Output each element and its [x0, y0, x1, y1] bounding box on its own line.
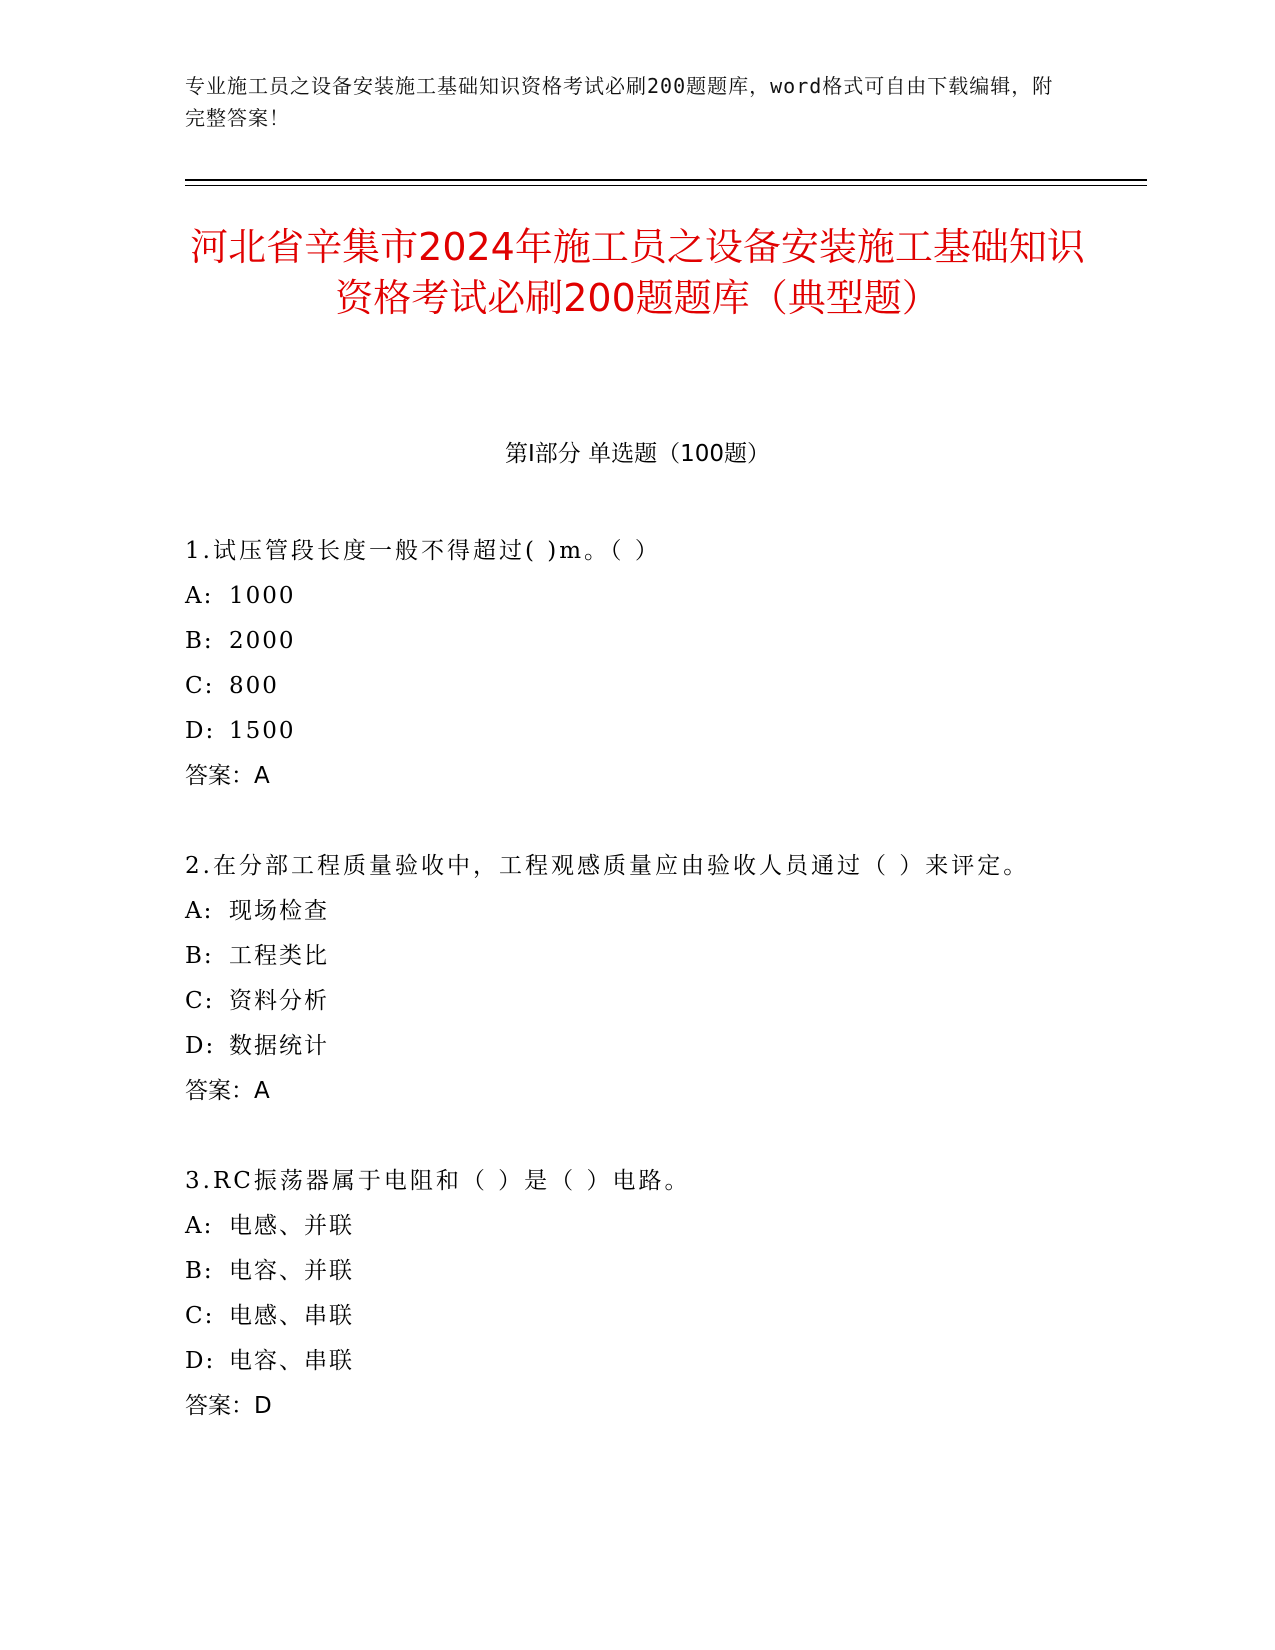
header-divider-thin [185, 185, 1147, 186]
option-d [185, 1339, 1085, 1384]
option-text: 电感、串联 [229, 1303, 354, 1329]
answer-label: 答案： [185, 1078, 254, 1104]
option-c [185, 1294, 1085, 1339]
answer-label: 答案： [185, 1393, 254, 1419]
question-stem: 1.试压管段长度一般不得超过( )m。（ ） [185, 538, 661, 564]
option-text: 2000 [229, 628, 296, 654]
option-letter: A: [185, 583, 214, 609]
option-letter: D: [185, 1348, 216, 1374]
option-text: 现场检查 [229, 898, 329, 924]
option-text: 工程类比 [229, 943, 329, 969]
option-letter: B: [185, 1258, 214, 1284]
answer-label: 答案： [185, 763, 254, 789]
option-letter: C: [185, 673, 215, 699]
answer-line [185, 1069, 1085, 1114]
question-stem: 2.在分部工程质量验收中，工程观感质量应由验收人员通过（ ）来评定。 [185, 853, 1030, 879]
option-letter: C: [185, 988, 215, 1014]
option-text: 数据统计 [229, 1033, 329, 1059]
option-text: 1500 [229, 718, 296, 744]
header-divider-thick [185, 179, 1147, 181]
option-letter: C: [185, 1303, 215, 1329]
option-text: 电容、并联 [229, 1258, 354, 1284]
option-a [185, 574, 1085, 619]
option-d [185, 1024, 1085, 1069]
page-header-note: 专业施工员之设备安装施工基础知识资格考试必刷200题题库，word格式可自由下载编辑，附完整答案！ [185, 74, 1054, 130]
answer-value: A [254, 763, 270, 789]
document-title: 河北省辛集市2024年施工员之设备安装施工基础知识资格考试必刷200题题库（典型题） [190, 225, 1085, 320]
answer-line [185, 1384, 1085, 1429]
option-letter: B: [185, 628, 214, 654]
option-text: 资料分析 [229, 988, 329, 1014]
option-text: 电容、串联 [229, 1348, 354, 1374]
question-item [185, 528, 1085, 799]
option-letter: A: [185, 1213, 214, 1239]
option-letter: D: [185, 718, 216, 744]
question-stem: 3.RC振荡器属于电阻和（ ）是（ ）电路。 [185, 1168, 691, 1194]
option-a [185, 889, 1085, 934]
option-text: 1000 [229, 583, 296, 609]
option-c [185, 979, 1085, 1024]
answer-value: D [254, 1393, 272, 1419]
answer-value: A [254, 1078, 270, 1104]
question-item [185, 843, 1085, 1114]
option-c [185, 664, 1085, 709]
option-a [185, 1204, 1085, 1249]
question-list [185, 528, 1085, 1473]
option-letter: A: [185, 898, 214, 924]
option-text: 800 [229, 673, 279, 699]
option-b [185, 934, 1085, 979]
section-heading: 第I部分 单选题（100题） [505, 441, 770, 467]
option-letter: B: [185, 943, 214, 969]
question-item [185, 1158, 1085, 1429]
option-b [185, 1249, 1085, 1294]
option-b [185, 619, 1085, 664]
option-text: 电感、并联 [229, 1213, 354, 1239]
option-d [185, 709, 1085, 754]
answer-line [185, 754, 1085, 799]
option-letter: D: [185, 1033, 216, 1059]
